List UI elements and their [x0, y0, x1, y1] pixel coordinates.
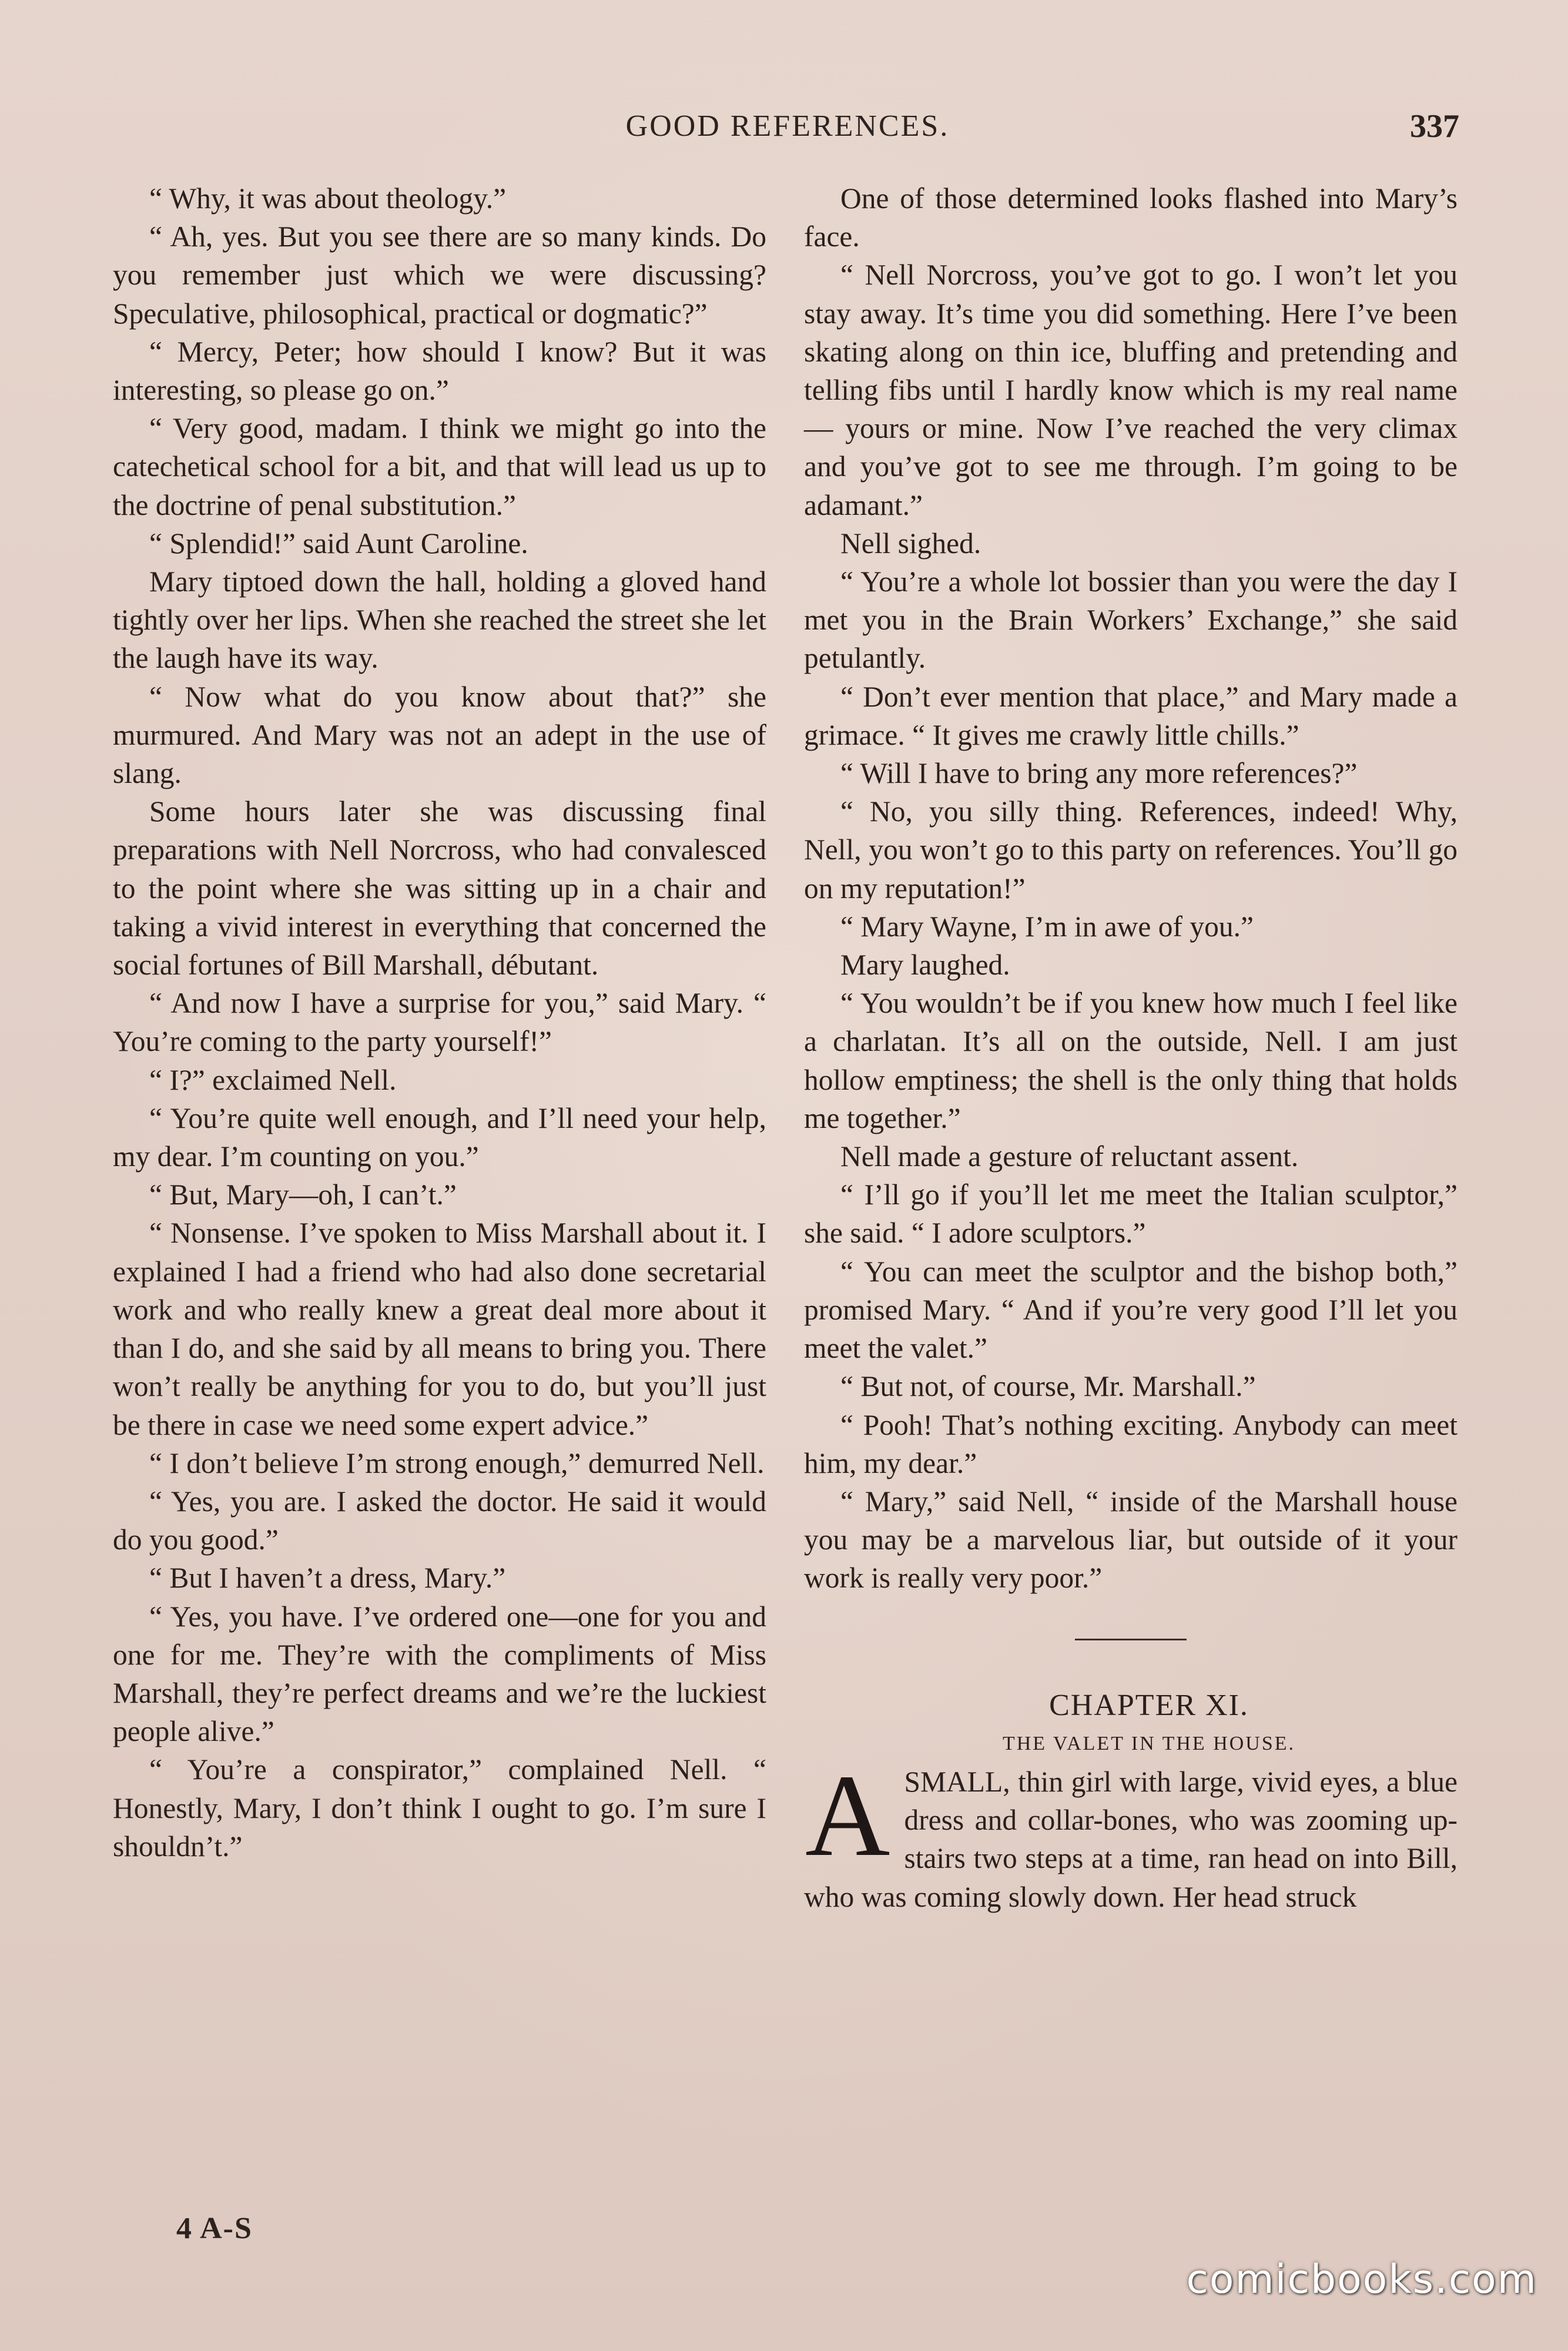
paragraph: “ You’re a whole lot bossier than you were the day I met you in the Brain Workers’ Exchange,” she said petulantly. — [804, 565, 1458, 675]
paragraph: “ Don’t ever mention that place,” and Mary made a grimace. “ It gives me crawly little chills.” — [804, 680, 1458, 751]
paragraph: “ I?” exclaimed Nell. — [149, 1063, 397, 1096]
running-head: GOOD REFERENCES. — [625, 109, 950, 143]
paragraph: “ Why, it was about theology.” — [149, 182, 507, 215]
drop-cap: A — [805, 1750, 890, 1881]
paragraph: “ Now what do you know about that?” she murmured. And Mary was not an adept in the use of slang. — [113, 680, 766, 790]
paragraph: “ You’re a conspirator,” complained Nell. “ Honestly, Mary, I don’t think I ought to go. I’m sure I shouldn’t.” — [113, 1753, 766, 1863]
paragraph: “ I’ll go if you’ll let me meet the Italian sculptor,” she said. “ I adore sculptors.” — [804, 1178, 1458, 1250]
paragraph: “ Ah, yes. But you see there are so many kinds. Do you remember just which we were discussing? Speculative, philosophical, practical or dogmatic?” — [113, 220, 766, 330]
paragraph: “ Mary Wayne, I’m in awe of you.” — [840, 910, 1254, 943]
paragraph: “ Very good, madam. I think we might go into the catechetical school for a bit, and that will lead us up to the doctrine of penal substitution.” — [113, 412, 766, 521]
paragraph: “ Mary,” said Nell, “ inside of the Marshall house you may be a marvelous liar, but outside of it your work is really very poor.” — [804, 1485, 1458, 1595]
section-divider — [1075, 1639, 1187, 1640]
paragraph: Some hours later she was discussing final preparations with Nell Norcross, who had convalesced to the point where she was sitting up in a chair and taking a vivid interest in everything that concerned the social fortunes of Bill Marshall, débutant. — [113, 795, 766, 982]
paragraph: Mary tiptoed down the hall, holding a gloved hand tightly over her lips. When she reached the street she let the laugh have its way. — [113, 565, 766, 675]
paragraph: “ Yes, you are. I asked the doctor. He said it would do you good.” — [113, 1485, 766, 1556]
chapter-opening-text: SMALL, thin girl with large, vivid eyes, a blue dress and collar-bones, who was zooming up-stairs two steps at a time, ran head on into Bill, who was coming slowly down. Her head struck — [804, 1765, 1458, 1913]
right-column — [804, 179, 1458, 1916]
paragraph: “ Mercy, Peter; how should I know? But it was interesting, so please go on.” — [113, 335, 766, 407]
paragraph: “ Yes, you have. I’ve ordered one—one for you and one for me. They’re with the compliments of Miss Marshall, they’re perfect dreams and we’re the luckiest people alive.” — [113, 1600, 766, 1748]
paragraph: “ And now I have a surprise for you,” said Mary. “ You’re coming to the party yourself!” — [113, 987, 766, 1058]
paragraph: “ I don’t believe I’m strong enough,” demurred Nell. — [149, 1446, 765, 1479]
paragraph: “ Will I have to bring any more references?” — [840, 757, 1358, 790]
paragraph: Mary laughed. — [840, 949, 1010, 982]
chapter-subtitle: THE VALET IN THE HOUSE. — [1002, 1732, 1296, 1754]
watermark: comicbooks.com — [1186, 2256, 1537, 2303]
paragraph: “ But, Mary—oh, I can’t.” — [149, 1178, 457, 1211]
paragraph: “ You’re quite well enough, and I’ll need your help, my dear. I’m counting on you.” — [113, 1101, 766, 1173]
paragraph: “ Nell Norcross, you’ve got to go. I won’t let you stay away. It’s time you did something. Here I’ve been skating along on thin ice, bluffing and pretending and telling fibs until I hardly know which is my real name — yours or mine. Now I’ve reached the very climax and you’ve got to see me through. I’m going to be adamant.” — [804, 259, 1458, 521]
paragraph: Nell made a gesture of reluctant assent. — [840, 1140, 1299, 1173]
paragraph: “ Pooh! That’s nothing exciting. Anybody can meet him, my dear.” — [804, 1408, 1458, 1479]
paragraph: “ No, you silly thing. References, indeed! Why, Nell, you won’t go to this party on references. You’ll go on my reputation!” — [804, 795, 1458, 905]
paragraph: “ Nonsense. I’ve spoken to Miss Marshall about it. I explained I had a friend who had also done secretarial work and who really knew a great deal more about it than I do, and she said by all means to bring you. There won’t really be anything for you to do, but you’ll just be there in case we need some expert advice.” — [113, 1217, 766, 1441]
paragraph: “ You wouldn’t be if you knew how much I feel like a charlatan. It’s all on the outside, Nell. I am just hollow emptiness; the shell is the only thing that holds me together.” — [804, 987, 1458, 1134]
paragraph: “ You can meet the sculptor and the bishop both,” promised Mary. “ And if you’re very good I’ll let you meet the valet.” — [804, 1255, 1458, 1365]
chapter-opening-paragraph — [804, 1750, 1458, 1916]
page-number: 337 — [1410, 108, 1459, 145]
paragraph: “ But I haven’t a dress, Mary.” — [149, 1562, 506, 1595]
paragraph: Nell sighed. — [840, 527, 981, 560]
left-column — [113, 179, 766, 1866]
paragraph: “ But not, of course, Mr. Marshall.” — [840, 1370, 1256, 1403]
chapter-title: CHAPTER XI. — [1049, 1688, 1249, 1722]
paragraph: One of those determined looks flashed into Mary’s face. — [804, 182, 1458, 253]
signature-mark: 4 A-S — [176, 2212, 253, 2245]
paragraph: “ Splendid!” said Aunt Caroline. — [149, 527, 528, 560]
